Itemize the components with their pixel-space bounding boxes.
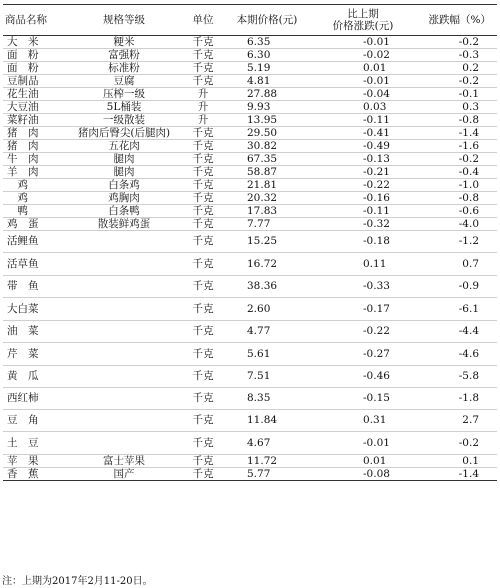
table-row: [3, 410, 497, 432]
table-row: [3, 179, 497, 192]
cell-unit: 千克: [183, 468, 223, 481]
cell-name: 豆制品: [3, 75, 65, 88]
cell-price: 58.87: [223, 166, 311, 179]
cell-change: -0.01: [311, 432, 415, 455]
cell-price: 5.61: [223, 343, 311, 366]
cell-name: 牛 肉: [3, 153, 65, 166]
cell-pct: -1.2: [415, 231, 497, 253]
cell-pct: -0.4: [415, 166, 497, 179]
cell-unit: 千克: [183, 153, 223, 166]
cell-spec: [65, 410, 183, 432]
cell-pct: -0.1: [415, 88, 497, 101]
cell-name: 豆 角: [3, 410, 65, 432]
table-row: [3, 432, 497, 455]
cell-unit: 千克: [183, 298, 223, 321]
cell-spec: 标准粉: [65, 62, 183, 75]
cell-spec: 粳米: [65, 36, 183, 49]
cell-unit: 千克: [183, 127, 223, 140]
cell-price: 38.36: [223, 276, 311, 298]
cell-unit: 千克: [183, 75, 223, 88]
cell-spec: 白条鸭: [65, 205, 183, 218]
cell-change: -0.16: [311, 192, 415, 205]
cell-name: 花生油: [3, 88, 65, 101]
cell-spec: [65, 343, 183, 366]
cell-price: 11.72: [223, 455, 311, 468]
table-row: [3, 343, 497, 366]
cell-name: 鸡 蛋: [3, 218, 65, 231]
price-table: [3, 4, 497, 481]
cell-pct: 0.2: [415, 62, 497, 75]
cell-price: 11.84: [223, 410, 311, 432]
cell-name: 活鲤鱼: [3, 231, 65, 253]
header-spec: 规格等级: [65, 5, 183, 36]
cell-spec: 富强粉: [65, 49, 183, 62]
cell-name: 菜籽油: [3, 114, 65, 127]
cell-name: 猪 肉: [3, 127, 65, 140]
cell-pct: -0.8: [415, 114, 497, 127]
cell-name: 鸡: [3, 179, 65, 192]
table-row: [3, 140, 497, 153]
cell-price: 9.93: [223, 101, 311, 114]
price-table-container: [3, 4, 497, 481]
cell-name: 土 豆: [3, 432, 65, 455]
table-row: [3, 166, 497, 179]
table-row: [3, 468, 497, 481]
table-row: [3, 218, 497, 231]
header-unit: 单位: [183, 5, 223, 36]
cell-spec: [65, 388, 183, 410]
table-row: [3, 388, 497, 410]
cell-spec: 猪肉后臀尖(后腿肉): [65, 127, 183, 140]
cell-unit: 千克: [183, 455, 223, 468]
cell-change: -0.04: [311, 88, 415, 101]
cell-spec: [65, 253, 183, 276]
table-row: [3, 231, 497, 253]
cell-change: -0.22: [311, 321, 415, 343]
cell-spec: 富士苹果: [65, 455, 183, 468]
cell-unit: 千克: [183, 49, 223, 62]
cell-spec: 压榨一级: [65, 88, 183, 101]
cell-change: -0.11: [311, 205, 415, 218]
table-row: [3, 253, 497, 276]
cell-pct: -0.2: [415, 153, 497, 166]
table-row: [3, 75, 497, 88]
cell-pct: 0.3: [415, 101, 497, 114]
cell-pct: 0.1: [415, 455, 497, 468]
cell-unit: 千克: [183, 388, 223, 410]
cell-price: 8.35: [223, 388, 311, 410]
cell-unit: 升: [183, 114, 223, 127]
cell-price: 17.83: [223, 205, 311, 218]
cell-name: 香 蕉: [3, 468, 65, 481]
cell-pct: -5.8: [415, 366, 497, 388]
cell-price: 7.77: [223, 218, 311, 231]
cell-pct: -4.4: [415, 321, 497, 343]
cell-price: 5.77: [223, 468, 311, 481]
cell-pct: -4.6: [415, 343, 497, 366]
cell-change: -0.15: [311, 388, 415, 410]
cell-change: -0.01: [311, 36, 415, 49]
cell-price: 15.25: [223, 231, 311, 253]
table-body: [3, 36, 497, 481]
cell-pct: -0.3: [415, 49, 497, 62]
header-name: 商品名称: [3, 5, 65, 36]
cell-unit: 千克: [183, 231, 223, 253]
table-row: [3, 455, 497, 468]
table-row: [3, 36, 497, 49]
cell-price: 20.32: [223, 192, 311, 205]
cell-change: -0.11: [311, 114, 415, 127]
cell-unit: 千克: [183, 253, 223, 276]
table-row: [3, 101, 497, 114]
cell-pct: -1.4: [415, 468, 497, 481]
cell-change: -0.01: [311, 75, 415, 88]
cell-change: -0.08: [311, 468, 415, 481]
cell-unit: 千克: [183, 366, 223, 388]
table-row: [3, 153, 497, 166]
cell-unit: 千克: [183, 36, 223, 49]
table-row: [3, 127, 497, 140]
cell-name: 面 粉: [3, 49, 65, 62]
cell-spec: 白条鸡: [65, 179, 183, 192]
cell-spec: 5L桶装: [65, 101, 183, 114]
cell-name: 猪 肉: [3, 140, 65, 153]
cell-price: 67.35: [223, 153, 311, 166]
cell-pct: -6.1: [415, 298, 497, 321]
cell-pct: -1.6: [415, 140, 497, 153]
cell-pct: -0.9: [415, 276, 497, 298]
cell-price: 27.88: [223, 88, 311, 101]
cell-price: 5.19: [223, 62, 311, 75]
cell-unit: 千克: [183, 62, 223, 75]
cell-change: -0.46: [311, 366, 415, 388]
table-row: [3, 366, 497, 388]
table-header: [3, 5, 497, 36]
cell-price: 16.72: [223, 253, 311, 276]
cell-spec: [65, 231, 183, 253]
cell-spec: [65, 276, 183, 298]
cell-unit: 千克: [183, 410, 223, 432]
header-change-line2: 价格涨跌(元): [332, 20, 394, 32]
cell-price: 4.77: [223, 321, 311, 343]
cell-unit: 升: [183, 101, 223, 114]
cell-pct: -0.2: [415, 432, 497, 455]
cell-pct: 0.7: [415, 253, 497, 276]
cell-change: 0.03: [311, 101, 415, 114]
header-change-line1: 比上期: [347, 8, 379, 20]
footnote: 注：上期为2017年2月11-20日。: [2, 576, 153, 587]
cell-name: 芹 菜: [3, 343, 65, 366]
cell-name: 大豆油: [3, 101, 65, 114]
cell-change: -0.33: [311, 276, 415, 298]
cell-name: 西红柿: [3, 388, 65, 410]
cell-change: 0.01: [311, 62, 415, 75]
cell-price: 6.35: [223, 36, 311, 49]
header-price: 本期价格(元): [223, 5, 311, 36]
cell-pct: -0.2: [415, 36, 497, 49]
cell-unit: 千克: [183, 218, 223, 231]
cell-name: 油 菜: [3, 321, 65, 343]
cell-unit: 升: [183, 88, 223, 101]
cell-change: -0.27: [311, 343, 415, 366]
cell-change: -0.22: [311, 179, 415, 192]
cell-pct: -1.4: [415, 127, 497, 140]
table-row: [3, 62, 497, 75]
cell-change: -0.32: [311, 218, 415, 231]
header-row: [3, 5, 497, 36]
cell-spec: 腿肉: [65, 153, 183, 166]
cell-pct: -4.0: [415, 218, 497, 231]
cell-unit: 千克: [183, 140, 223, 153]
cell-pct: -0.2: [415, 75, 497, 88]
cell-unit: 千克: [183, 166, 223, 179]
cell-price: 6.30: [223, 49, 311, 62]
cell-price: 30.82: [223, 140, 311, 153]
cell-change: -0.13: [311, 153, 415, 166]
cell-price: 7.51: [223, 366, 311, 388]
cell-price: 13.95: [223, 114, 311, 127]
cell-price: 4.81: [223, 75, 311, 88]
table-row: [3, 192, 497, 205]
cell-spec: 散装鲜鸡蛋: [65, 218, 183, 231]
cell-spec: [65, 366, 183, 388]
table-row: [3, 321, 497, 343]
cell-pct: -1.0: [415, 179, 497, 192]
header-pct: 涨跌幅（%）: [415, 5, 497, 36]
cell-pct: -0.8: [415, 192, 497, 205]
cell-unit: 千克: [183, 192, 223, 205]
cell-change: 0.01: [311, 455, 415, 468]
cell-pct: -0.6: [415, 205, 497, 218]
cell-name: 带 鱼: [3, 276, 65, 298]
cell-spec: 国产: [65, 468, 183, 481]
cell-change: -0.18: [311, 231, 415, 253]
cell-name: 大白菜: [3, 298, 65, 321]
cell-unit: 千克: [183, 432, 223, 455]
cell-name: 鸭: [3, 205, 65, 218]
table-row: [3, 298, 497, 321]
cell-price: 21.81: [223, 179, 311, 192]
table-row: [3, 49, 497, 62]
cell-name: 大 米: [3, 36, 65, 49]
cell-price: 29.50: [223, 127, 311, 140]
cell-spec: 一级散装: [65, 114, 183, 127]
header-change: [311, 5, 415, 36]
cell-change: 0.31: [311, 410, 415, 432]
table-row: [3, 88, 497, 101]
cell-change: -0.41: [311, 127, 415, 140]
cell-name: 黄 瓜: [3, 366, 65, 388]
cell-change: -0.17: [311, 298, 415, 321]
cell-spec: [65, 298, 183, 321]
cell-name: 鸡: [3, 192, 65, 205]
cell-pct: 2.7: [415, 410, 497, 432]
cell-spec: [65, 432, 183, 455]
cell-price: 2.60: [223, 298, 311, 321]
table-row: [3, 276, 497, 298]
table-row: [3, 205, 497, 218]
cell-change: -0.02: [311, 49, 415, 62]
cell-spec: 鸡胸肉: [65, 192, 183, 205]
cell-unit: 千克: [183, 343, 223, 366]
cell-spec: 豆腐: [65, 75, 183, 88]
cell-unit: 千克: [183, 205, 223, 218]
cell-name: 羊 肉: [3, 166, 65, 179]
cell-name: 活草鱼: [3, 253, 65, 276]
cell-pct: -1.8: [415, 388, 497, 410]
cell-change: 0.11: [311, 253, 415, 276]
cell-change: -0.49: [311, 140, 415, 153]
cell-spec: 五花肉: [65, 140, 183, 153]
cell-unit: 千克: [183, 321, 223, 343]
cell-name: 苹 果: [3, 455, 65, 468]
cell-change: -0.21: [311, 166, 415, 179]
cell-spec: 腿肉: [65, 166, 183, 179]
cell-spec: [65, 321, 183, 343]
table-row: [3, 114, 497, 127]
cell-name: 面 粉: [3, 62, 65, 75]
cell-unit: 千克: [183, 276, 223, 298]
cell-price: 4.67: [223, 432, 311, 455]
cell-unit: 千克: [183, 179, 223, 192]
